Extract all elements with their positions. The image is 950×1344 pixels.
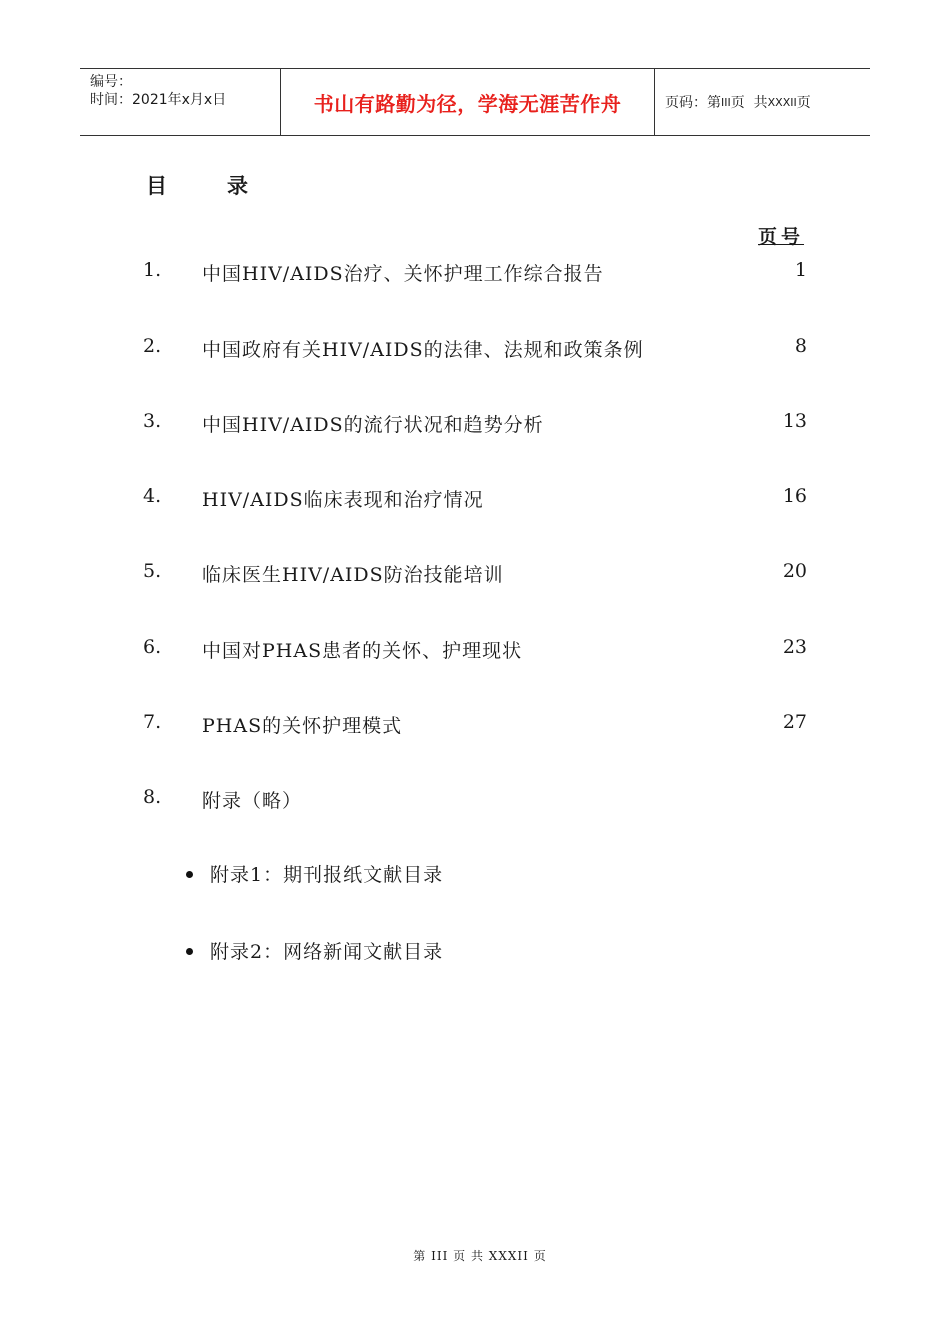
toc-entry-title: 附录（略）	[202, 790, 303, 812]
header-page-info	[655, 69, 870, 135]
toc-sub-entry-title: 附录1：期刊报纸文献目录	[210, 864, 444, 886]
toc-entry-number: 8.	[143, 786, 162, 808]
toc-title	[146, 170, 248, 200]
toc-entry-number: 5.	[143, 560, 162, 582]
toc-entry-title: 中国对PHAS患者的关怀、护理现状	[202, 640, 523, 662]
toc-entry-title: HIV/AIDS临床表现和治疗情况	[202, 489, 484, 511]
toc-entry[interactable]	[0, 636, 950, 666]
toc-entry-title: 中国政府有关HIV/AIDS的法律、法规和政策条例	[202, 339, 644, 361]
page-current: III	[721, 95, 731, 109]
page-header	[80, 68, 870, 136]
document-number-label: 编号：	[90, 74, 132, 90]
toc-entry[interactable]	[0, 259, 950, 289]
header-motto: 书山有路勤为径，学海无涯苦作舟	[281, 69, 655, 135]
toc-entry-page: 16	[782, 485, 807, 507]
page-prefix: 页码：第	[665, 95, 721, 111]
toc-entry-number: 2.	[143, 335, 162, 357]
toc-entry[interactable]	[0, 711, 950, 741]
page-suffix: 页	[796, 95, 811, 111]
toc-entry[interactable]	[0, 335, 950, 365]
toc-entry-title: 中国HIV/AIDS治疗、关怀护理工作综合报告	[202, 263, 604, 285]
toc-sub-entry[interactable]	[186, 860, 443, 887]
toc-entry-number: 7.	[143, 711, 162, 733]
page-mid: 页 共	[730, 95, 768, 111]
toc-title-part2: 录	[227, 174, 248, 198]
toc-entry-page: 1	[794, 259, 807, 281]
toc-entry-number: 1.	[143, 259, 162, 281]
toc-entry-title: 中国HIV/AIDS的流行状况和趋势分析	[202, 414, 544, 436]
toc-entry-page: 27	[782, 711, 807, 733]
toc-entry-page: 8	[794, 335, 807, 357]
page-total: XXXII	[767, 95, 797, 109]
toc-title-part1: 目	[146, 174, 167, 198]
toc-entry-page: 13	[782, 410, 807, 432]
toc-sub-entry-title: 附录2：网络新闻文献目录	[210, 941, 444, 963]
toc-entry-title: 临床医生HIV/AIDS防治技能培训	[202, 564, 504, 586]
toc-entry[interactable]	[0, 485, 950, 515]
toc-entry-page: 20	[782, 560, 807, 582]
toc-page-column-header: 页号	[758, 226, 805, 248]
bullet-icon	[186, 948, 193, 955]
document-date: 时间：2021年x月x日	[90, 92, 227, 108]
page-footer: 第 III 页 共 XXXII 页	[413, 1249, 547, 1263]
header-meta	[80, 69, 281, 135]
toc-entry[interactable]	[0, 786, 950, 816]
toc-entry-page: 23	[782, 636, 807, 658]
toc-entry-number: 4.	[143, 485, 162, 507]
toc-entry-title: PHAS的关怀护理模式	[202, 715, 403, 737]
toc-entry[interactable]	[0, 560, 950, 590]
bullet-icon	[186, 871, 193, 878]
toc-entry-number: 6.	[143, 636, 162, 658]
toc-sub-entry[interactable]	[186, 937, 443, 964]
toc-entry[interactable]	[0, 410, 950, 440]
toc-entry-number: 3.	[143, 410, 162, 432]
